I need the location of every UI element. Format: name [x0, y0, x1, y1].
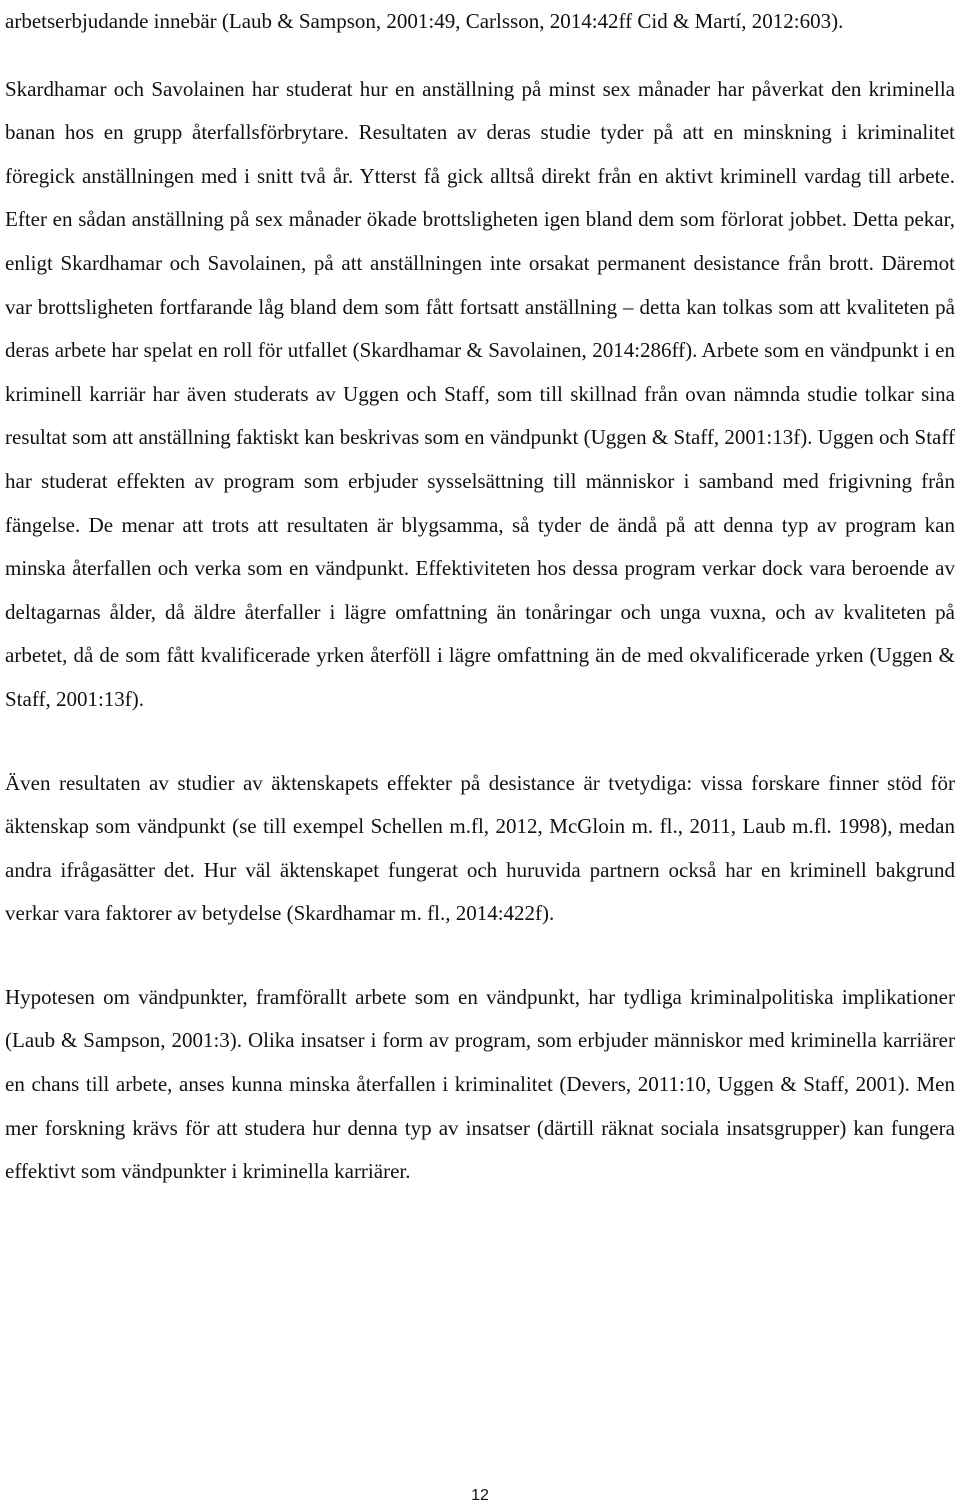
paragraph-2: Skardhamar och Savolainen har studerat hur en anställning på minst sex månader har påverkat den kriminella banan hos en grupp återfallsförbrytare. Resultaten av deras studie tyder på att en minskning i kriminalitet föregick anställningen med i snitt två år. Ytterst få gick alltså direkt från en aktivt kriminell vardag till arbete. Efter en sådan anställning på sex månader ökade brottsligheten igen bland dem som förlorat jobbet. Detta pekar, enligt Skardhamar och Savolainen, på att anställningen inte orsakat permanent desistance från brott. Däremot var brottsligheten fortfarande låg bland dem som fått fortsatt anställning – detta kan tolkas som att kvaliteten på deras arbete har spelat en roll för utfallet (Skardhamar & Savolainen, 2014:286ff). Arbete som en vändpunkt i en kriminell karriär har även studerats av Uggen och Staff, som till skillnad från ovan nämnda studie tolkar sina resultat som att anställning faktiskt kan beskrivas som en vändpunkt (Uggen & Staff, 2001:13f). Uggen och Staff har studerat effekten av program som erbjuder sysselsättning till människor i samband med frigivning från fängelse. De menar att trots att resultaten är blygsamma, så tyder de ändå på att denna typ av program kan minska återfallen och verka som en vändpunkt. Effektiviteten hos dessa program verkar dock vara beroende av deltagarnas ålder, då äldre återfaller i lägre omfattning än tonåringar och unga vuxna, och av kvaliteten på arbetet, då de som fått kvalificerade yrken återföll i lägre omfattning än de med okvalificerade yrken (Uggen & Staff, 2001:13f).	[5, 76, 955, 711]
paragraph-4: Hypotesen om vändpunkter, framförallt arbete som en vändpunkt, har tydliga kriminalpolitiska implikationer (Laub & Sampson, 2001:3). Olika insatser i form av program, som erbjuder människor med kriminella karriärer en chans till arbete, anses kunna minska återfallen i kriminalitet (Devers, 2011:10, Uggen & Staff, 2001). Men mer forskning krävs för att studera hur denna typ av insatser (därtill räknat sociala insatsgrupper) kan fungera effektivt som vändpunkter i kriminella karriärer.	[5, 984, 955, 1184]
document-page	[5, 0, 955, 1194]
page-number: 12	[471, 1487, 489, 1504]
paragraph-3: Även resultaten av studier av äktenskapets effekter på desistance är tvetydiga: vissa forskare finner stöd för äktenskap som vändpunkt (se till exempel Schellen m.fl, 2012, McGloin m. fl., 2011, Laub m.fl. 1998), medan andra ifrågasätter det. Hur väl äktenskapet fungerat och huruvida partnern också har en kriminell bakgrund verkar vara faktorer av betydelse (Skardhamar m. fl., 2014:422f).	[5, 770, 955, 926]
paragraph-1: arbetserbjudande innebär (Laub & Sampson, 2001:49, Carlsson, 2014:42ff Cid & Martí, 2012:603).	[5, 9, 844, 33]
paragraph-spacer	[5, 722, 955, 762]
paragraph-spacer	[5, 44, 955, 68]
paragraph-spacer	[5, 936, 955, 976]
